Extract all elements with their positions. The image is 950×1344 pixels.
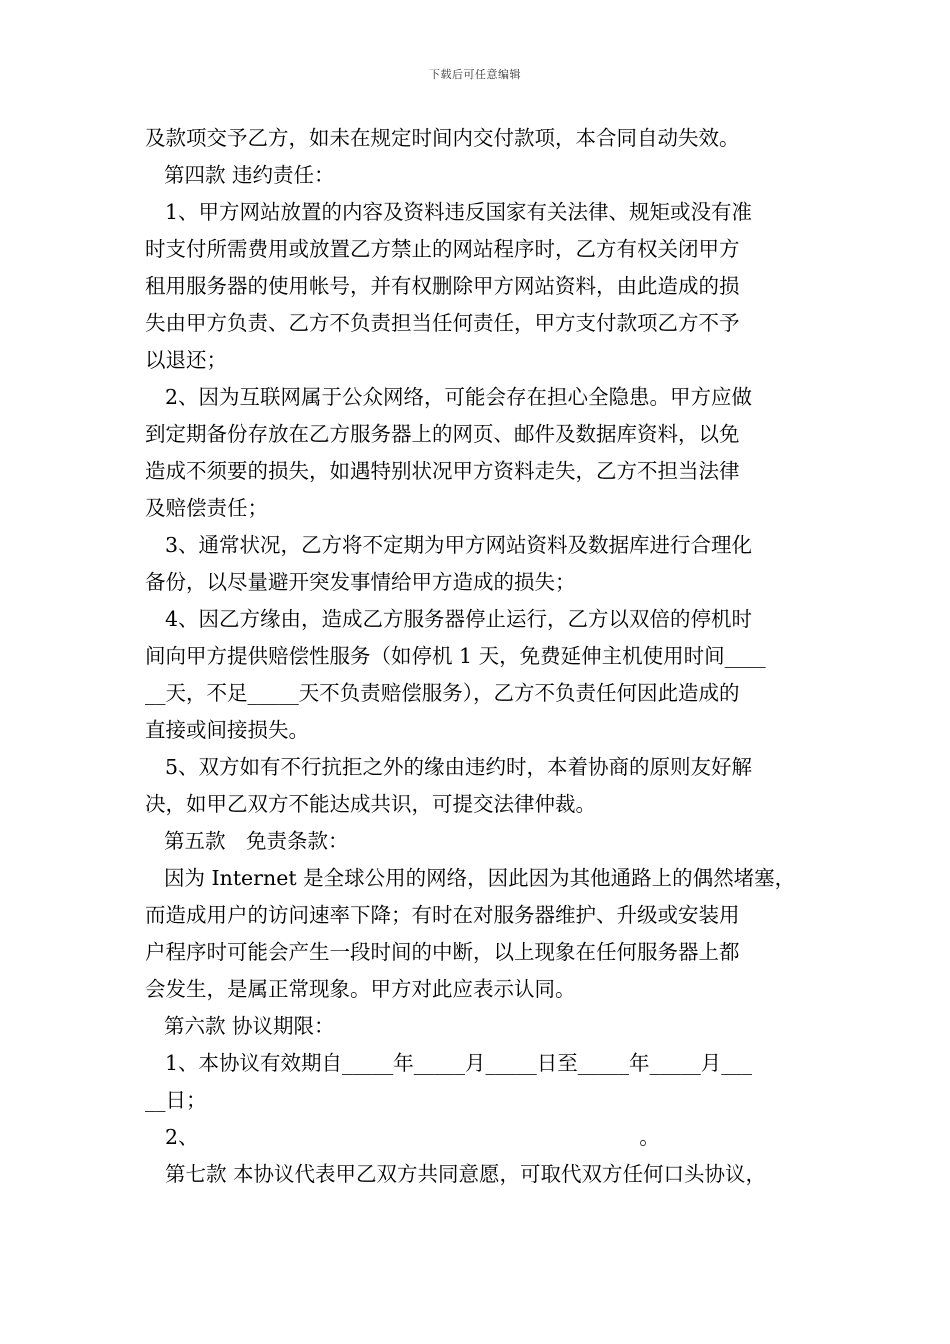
section-heading-article-5: 第五款 免责条款： — [164, 829, 349, 853]
text-line: 1、本协议有效期自_____年_____月_____日至_____年_____月___ — [165, 1051, 753, 1075]
text-line: 因为 Internet 是全球公用的网络，因此因为其他通路上的偶然堵塞， — [164, 866, 796, 890]
text-line: 备份，以尽量避开突发事情给甲方造成的损失； — [145, 570, 576, 594]
text-line: 4、因乙方缘由，造成乙方服务器停止运行，乙方以双倍的停机时 — [165, 607, 753, 631]
text-line: 会发生，是属正常现象。甲方对此应表示认同。 — [145, 977, 576, 1001]
text-line: 时支付所需费用或放置乙方禁止的网站程序时，乙方有权关闭甲方 — [145, 237, 740, 261]
text-line: 到定期备份存放在乙方服务器上的网页、邮件及数据库资料，以免 — [145, 422, 740, 446]
text-line: 及赔偿责任； — [145, 496, 268, 520]
text-line: 间向甲方提供赔偿性服务（如停机 1 天，免费延伸主机使用时间____ — [145, 644, 766, 668]
text-line: 直接或间接损失。 — [145, 718, 309, 742]
page-header: 下载后可任意编辑 — [429, 68, 521, 81]
document-body — [145, 120, 825, 1193]
text-line: 5、双方如有不行抗拒之外的缘由违约时，本着协商的原则友好解 — [165, 755, 753, 779]
text-line: 失由甲方负责、乙方不负责担当任何责任，甲方支付款项乙方不予 — [145, 311, 740, 335]
text-line: 以退还； — [145, 348, 227, 372]
section-heading-article-6: 第六款 协议期限： — [164, 1014, 335, 1038]
text-line: 2、因为互联网属于公众网络，可能会存在担心全隐患。甲方应做 — [165, 385, 753, 409]
text-line: __天，不足_____天不负责赔偿服务），乙方不负责任何因此造成的 — [145, 681, 740, 705]
text-line: 户程序时可能会产生一段时间的中断，以上现象在任何服务器上都 — [145, 940, 740, 964]
text-line: __日； — [145, 1088, 207, 1112]
text-line: 3、通常状况，乙方将不定期为甲方网站资料及数据库进行合理化 — [165, 533, 753, 557]
text-line: 而造成用户的访问速率下降；有时在对服务器维护、升级或安装用 — [145, 903, 740, 927]
text-line: 租用服务器的使用帐号，并有权删除甲方网站资料，由此造成的损 — [145, 274, 740, 298]
text-line: 造成不须要的损失，如遇特别状况甲方资料走失，乙方不担当法律 — [145, 459, 740, 483]
text-line: 1、甲方网站放置的内容及资料违反国家有关法律、规矩或没有准 — [165, 200, 753, 224]
text-line: 及款项交予乙方，如未在规定时间内交付款项，本合同自动失效。 — [145, 126, 740, 150]
text-line: 2、 。 — [165, 1125, 660, 1149]
text-line: 决，如甲乙双方不能达成共识，可提交法律仲裁。 — [145, 792, 596, 816]
section-heading-article-7: 第七款 本协议代表甲乙双方共同意愿，可取代双方任何口头协议， — [165, 1162, 767, 1186]
section-heading-article-4: 第四款 违约责任： — [164, 163, 335, 187]
